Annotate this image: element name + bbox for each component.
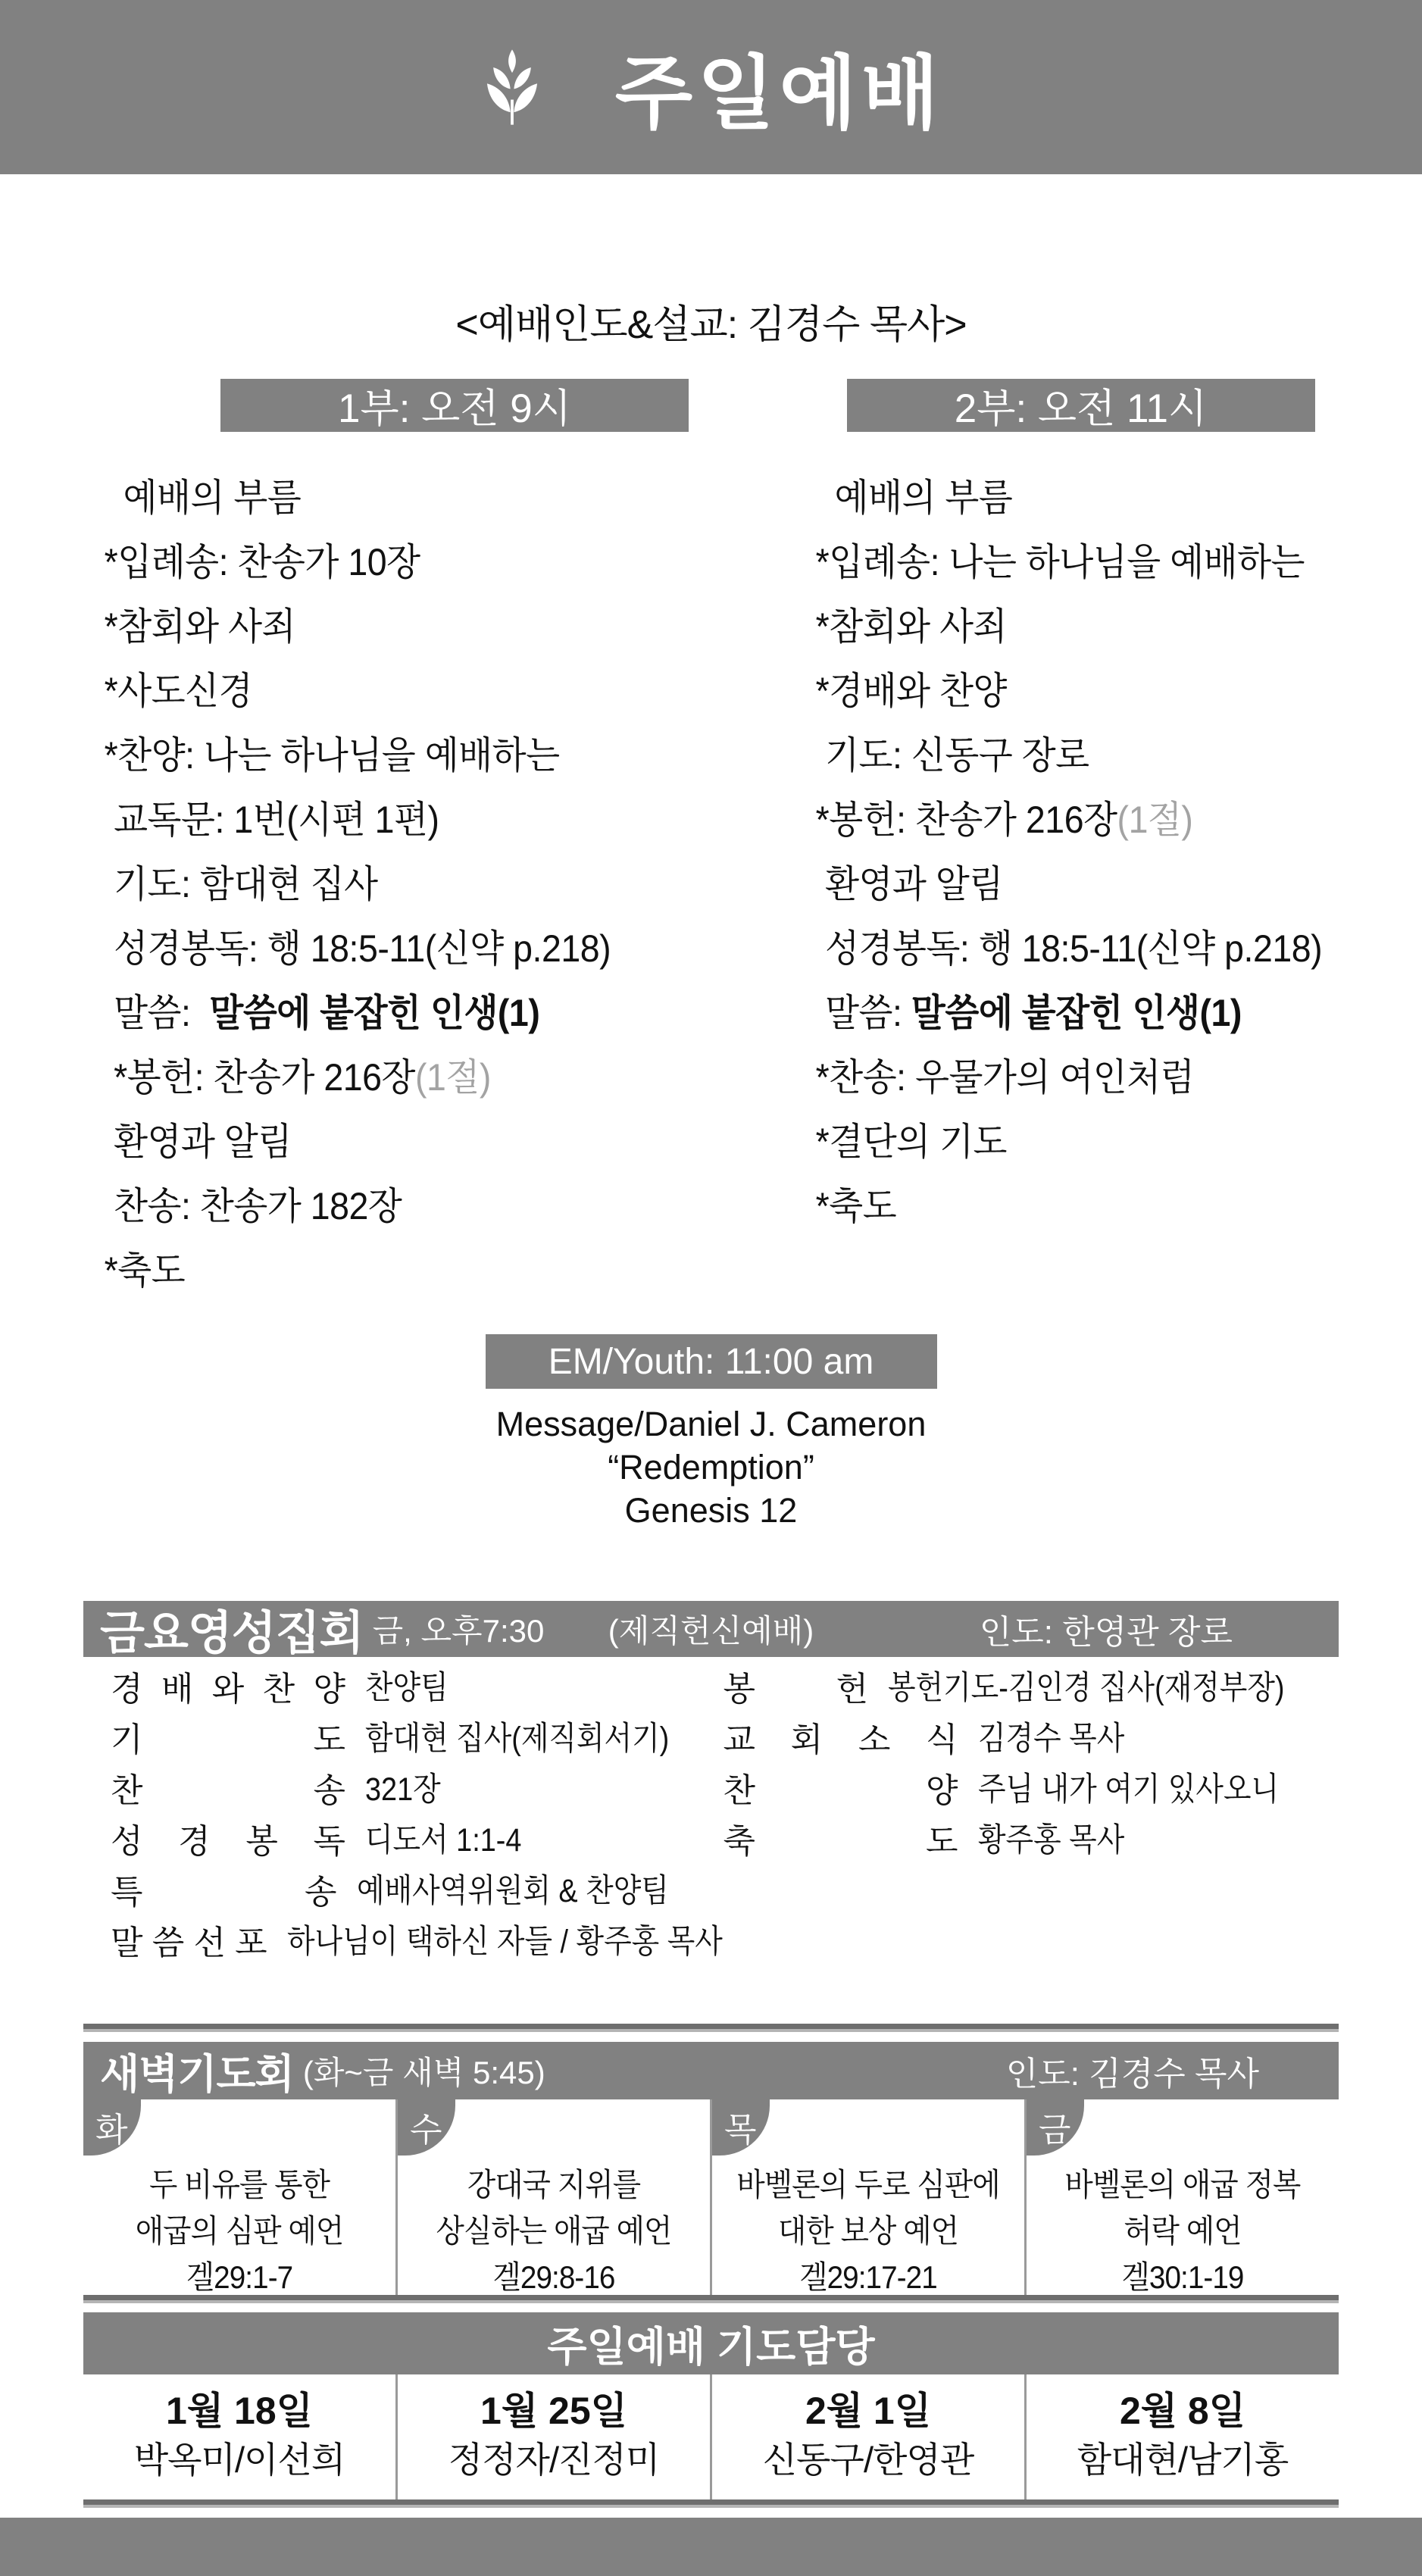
order-item: *봉헌: 찬송가 216장(1절)	[815, 799, 1192, 841]
dawn-days-grid	[83, 2099, 1339, 2295]
em-youth-header: EM/Youth: 11:00 am	[486, 1334, 937, 1389]
prayer-duty-cell: 1월 18일 박옥미/이선희	[133, 2390, 345, 2480]
order-item: *사도신경	[104, 670, 253, 712]
em-message-line: Message/Daniel J. Cameron	[495, 1405, 927, 1443]
em-scripture: Genesis 12	[624, 1491, 798, 1530]
dawn-day-text: 바벨론의 두로 심판에 대한 보상 예언 겔29:17-21	[736, 2167, 1000, 2295]
friday-title: 금요영성집회	[100, 1606, 364, 1658]
prayer-duty-table	[83, 2374, 1339, 2499]
footer-band	[0, 2518, 1422, 2576]
friday-leader: 인도: 한영관 장로	[979, 1614, 1233, 1651]
order-item: *봉헌: 찬송가 216장(1절)	[104, 1056, 491, 1099]
order-item: 환영과 알림	[815, 863, 1003, 905]
friday-section	[83, 1601, 1339, 2508]
friday-row: 성 경 봉 독 디도서 1:1-4	[111, 1822, 522, 1860]
order-item: *참회와 사죄	[104, 605, 296, 648]
friday-time: 금, 오후7:30	[372, 1613, 545, 1649]
preacher-line: <예배인도&설교: 김경수 목사>	[455, 303, 967, 347]
order-item: *참회와 사죄	[815, 605, 1007, 648]
order-item: 기도: 신동구 장로	[815, 734, 1089, 777]
friday-note: (제직헌신예배)	[608, 1613, 814, 1649]
header-banner	[0, 0, 1422, 174]
first-service-header: 1부: 오전 9시	[220, 379, 689, 432]
order-item: 예배의 부름	[815, 477, 1012, 519]
first-service-column	[0, 349, 711, 1303]
wheat-icon	[479, 48, 545, 127]
friday-row: 경 배 와 찬 양 찬양팀	[111, 1670, 448, 1708]
dawn-day-wednesday	[395, 2099, 710, 2295]
first-service-order	[0, 466, 661, 1303]
service-columns	[0, 349, 1422, 1303]
dawn-leader: 인도: 김경수 목사	[1005, 2055, 1259, 2093]
dawn-day-friday	[1024, 2099, 1339, 2295]
second-service-header: 2부: 오전 11시	[847, 379, 1315, 432]
dawn-title: 새벽기도회	[100, 2051, 294, 2097]
friday-row: 교 회 소 식 김경수 목사	[723, 1721, 1124, 1758]
em-youth-info	[0, 1402, 1422, 1532]
prayer-duty-cell: 2월 1일 신동구/한영관	[710, 2374, 1024, 2499]
day-tab: 목	[712, 2099, 770, 2156]
friday-row: 축 도 황주홍 목사	[723, 1822, 1124, 1860]
dawn-day-text: 바벨론의 애굽 정복 허락 예언 겔30:1-19	[1064, 2167, 1301, 2295]
order-item: *축도	[104, 1249, 186, 1292]
dawn-header-bar	[83, 2042, 1339, 2099]
friday-row: 기 도 함대현 집사(제직회서기)	[111, 1721, 670, 1758]
dawn-day-text: 두 비유를 통한 애굽의 심판 예언 겔29:1-7	[135, 2167, 344, 2295]
friday-left-column	[83, 1660, 723, 1965]
order-item: 말씀: 말씀에 붙잡힌 인생(1)	[104, 992, 540, 1034]
order-item: 교독문: 1번(시편 1편)	[104, 799, 439, 841]
friday-row: 찬 양 주님 내가 여기 있사오니	[723, 1771, 1279, 1809]
day-tab: 화	[83, 2099, 141, 2156]
order-item: 성경봉독: 행 18:5-11(신약 p.218)	[815, 927, 1322, 970]
order-item: *찬양: 나는 하나님을 예배하는	[104, 734, 560, 777]
order-item: 환영과 알림	[104, 1121, 292, 1163]
friday-header-bar	[83, 1601, 1339, 1657]
dawn-time: (화~금 새벽 5:45)	[302, 2055, 545, 2090]
friday-row: 봉 헌 봉헌기도-김인경 집사(재정부장)	[723, 1670, 1285, 1708]
prayer-duty-cell: 1월 25일 정정자/진정미	[395, 2374, 710, 2499]
friday-row: 찬 송 321장	[111, 1771, 441, 1809]
friday-right-column	[711, 1660, 1339, 1965]
order-item: 찬송: 찬송가 182장	[104, 1185, 402, 1227]
order-item: 성경봉독: 행 18:5-11(신약 p.218)	[104, 927, 611, 970]
section-divider	[83, 2499, 1339, 2508]
order-item: 기도: 함대현 집사	[104, 863, 378, 905]
day-tab: 수	[398, 2099, 455, 2156]
page-title: 주일예배	[614, 49, 944, 139]
friday-order-grid	[83, 1660, 1339, 1965]
prayer-duty-header: 주일예배 기도담당	[83, 2312, 1339, 2374]
friday-row: 특 송 예배사역위원회 & 찬양팀	[111, 1873, 669, 1911]
dawn-day-text: 강대국 지위를 상실하는 애굽 예언 겔29:8-16	[436, 2167, 672, 2295]
friday-row: 말 씀 선 포 하나님이 택하신 자들 / 황주홍 목사	[111, 1924, 723, 1962]
section-divider	[83, 2024, 1339, 2032]
order-item: *입례송: 찬송가 10장	[104, 541, 420, 583]
dawn-day-thursday	[710, 2099, 1024, 2295]
order-item: *축도	[815, 1185, 896, 1227]
second-service-column	[711, 349, 1422, 1239]
second-service-order	[711, 466, 1373, 1239]
order-item: *경배와 찬양	[815, 670, 1007, 712]
order-item: *결단의 기도	[815, 1121, 1007, 1163]
em-sermon-title: “Redemption”	[608, 1448, 814, 1487]
order-item: *찬송: 우물가의 여인처럼	[815, 1056, 1194, 1099]
day-tab: 금	[1027, 2099, 1084, 2156]
prayer-duty-cell: 2월 8일 함대현/남기홍	[1024, 2374, 1339, 2499]
order-item: *입례송: 나는 하나님을 예배하는	[815, 541, 1305, 583]
order-item: 말씀: 말씀에 붙잡힌 인생(1)	[815, 992, 1242, 1034]
dawn-day-tuesday	[83, 2099, 395, 2295]
order-item: 예배의 부름	[104, 477, 302, 519]
